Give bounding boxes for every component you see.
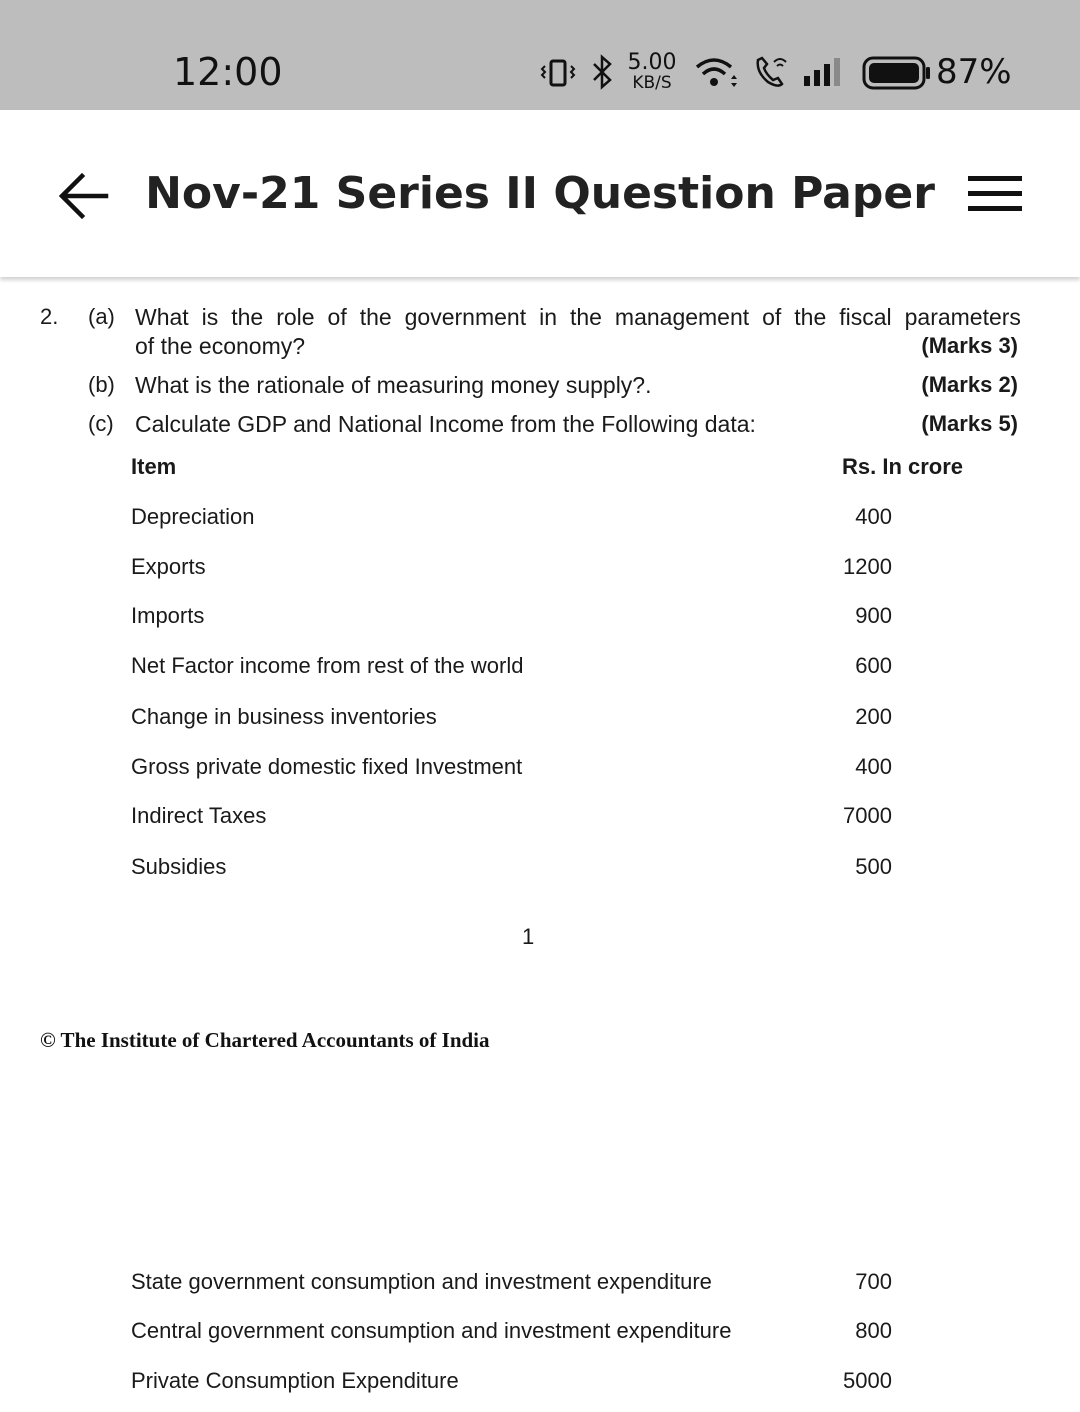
question-text: Calculate GDP and National Income from the Following data: bbox=[135, 411, 756, 437]
table-row-value: 900 bbox=[855, 603, 892, 628]
table-row-value: 400 bbox=[855, 504, 892, 529]
wifi-calling-icon bbox=[752, 54, 792, 90]
bluetooth-icon bbox=[590, 54, 614, 90]
table-row-value: 1200 bbox=[843, 554, 892, 579]
menu-button[interactable] bbox=[966, 174, 1024, 214]
part-label: (b) bbox=[88, 372, 115, 397]
question-text: What is the rationale of measuring money supply?. bbox=[135, 372, 652, 398]
document-page[interactable] bbox=[0, 278, 1080, 1412]
table-row-value: 5000 bbox=[843, 1368, 892, 1393]
battery-percent: 87% bbox=[936, 52, 1012, 92]
table-row-label: Subsidies bbox=[131, 854, 227, 879]
question-text-line: What is the role of the government in the management of the fiscal parameters bbox=[135, 304, 1021, 330]
table-row-value: 200 bbox=[855, 704, 892, 729]
table-row-label: Indirect Taxes bbox=[131, 803, 267, 828]
table-row-label: Private Consumption Expenditure bbox=[131, 1368, 459, 1393]
copyright-notice: © The Institute of Chartered Accountants of India bbox=[40, 1028, 490, 1052]
marks-label: (Marks 2) bbox=[921, 372, 1018, 397]
wifi-icon bbox=[694, 55, 740, 89]
hamburger-menu-icon bbox=[966, 174, 1024, 214]
table-row-value: 400 bbox=[855, 754, 892, 779]
marks-label: (Marks 3) bbox=[921, 333, 1018, 358]
marks-label: (Marks 5) bbox=[921, 411, 1018, 436]
app-bar bbox=[0, 110, 1080, 277]
battery-icon bbox=[862, 56, 932, 90]
table-row-value: 500 bbox=[855, 854, 892, 879]
signal-icon bbox=[802, 56, 848, 88]
table-row-label: Depreciation bbox=[131, 504, 255, 529]
question-text: of the economy? bbox=[135, 333, 306, 359]
table-row-label: Exports bbox=[131, 554, 206, 579]
page-title: Nov-21 Series II Question Paper bbox=[145, 168, 935, 219]
table-row-value: 700 bbox=[855, 1269, 892, 1294]
page-number: 1 bbox=[522, 924, 535, 949]
table-row-value: 600 bbox=[855, 653, 892, 678]
table-header-item: Item bbox=[131, 454, 177, 479]
part-label: (c) bbox=[88, 411, 114, 436]
part-label: (a) bbox=[88, 304, 115, 329]
table-row-value: 7000 bbox=[843, 803, 892, 828]
table-row-label: Net Factor income from rest of the world bbox=[131, 653, 524, 678]
question-number: 2. bbox=[40, 304, 59, 329]
net-speed bbox=[625, 52, 679, 92]
table-row-label: Gross private domestic fixed Investment bbox=[131, 754, 523, 779]
table-row-label: Central government consumption and investment expenditure bbox=[131, 1318, 732, 1343]
table-row-label: Change in business inventories bbox=[131, 704, 437, 729]
table-row-label: State government consumption and investment expenditure bbox=[131, 1269, 712, 1294]
table-header-value: Rs. In crore bbox=[842, 454, 964, 479]
table-row-label: Imports bbox=[131, 603, 205, 628]
status-bar bbox=[0, 0, 1080, 110]
vibrate-icon bbox=[540, 58, 576, 88]
net-speed-unit: KB/S bbox=[632, 73, 672, 93]
status-time: 12:00 bbox=[173, 50, 283, 94]
table-row-value: 800 bbox=[855, 1318, 892, 1343]
net-speed-value: 5.00 bbox=[627, 50, 677, 75]
